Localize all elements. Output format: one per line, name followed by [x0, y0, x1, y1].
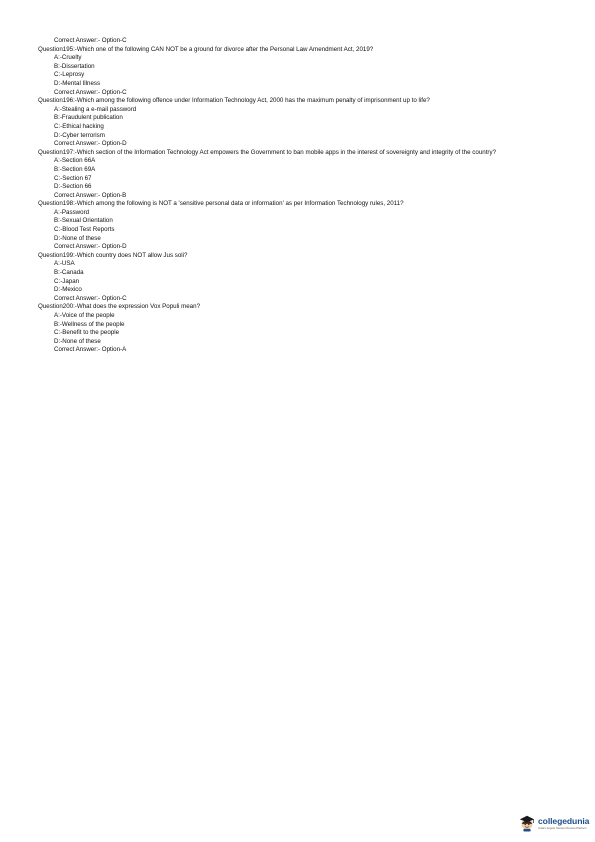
answer-option: D:-None of these [54, 337, 101, 345]
logo-tagline: India's largest Student Review Platform [538, 825, 587, 830]
answer-option: B:-Wellness of the people [54, 320, 125, 328]
correct-answer: Correct Answer:- Option-D [54, 140, 127, 148]
answer-option: C:-Section 67 [54, 174, 92, 182]
answer-option: A:-Password [54, 208, 90, 216]
correct-answer: Correct Answer:- Option-C [54, 294, 127, 302]
question-text: Question197:-Which section of the Information Technology Act empowers the Government to ban mobile apps in the interest of sovereignty and integrity of the country? [38, 148, 497, 156]
collegedunia-logo [518, 814, 589, 832]
answer-option: C:-Blood Test Reports [54, 226, 115, 234]
answer-option: D:-Section 66 [54, 183, 92, 191]
answer-option: D:-None of these [54, 234, 101, 242]
answer-option: A:-USA [54, 260, 75, 268]
question-text: Question195:-Which one of the following CAN NOT be a ground for divorce after the Personal Law Amendment Act, 2019? [38, 45, 374, 53]
question-text: Question200:-What does the expression Vox Populi mean? [38, 303, 201, 311]
answer-option: B:-Section 69A [54, 165, 96, 173]
question-text: Question198:-Which among the following is NOT a 'sensitive personal data or information' as per Information Technology rules, 2011? [38, 200, 404, 208]
question-text: Question196:-Which among the following offence under Information Technology Act, 2000 has the maximum penalty of imprisonment up to life? [38, 97, 430, 105]
answer-option: A:-Stealing a e-mail password [54, 105, 137, 113]
answer-option: A:-Cruelty [54, 54, 82, 62]
graduate-mascot-icon [518, 814, 536, 832]
answer-option: D:-Mental Illness [54, 79, 101, 87]
correct-answer: Correct Answer:- Option-B [54, 191, 127, 199]
correct-answer: Correct Answer:- Option-A [54, 346, 127, 354]
answer-option: C:-Benefit to the people [54, 329, 120, 337]
question-list [38, 37, 578, 355]
answer-option: B:-Dissertation [54, 62, 95, 70]
answer-option: B:-Sexual Orientation [54, 217, 113, 225]
question-text: Question199:-Which country does NOT allow Jus soli? [38, 251, 188, 259]
answer-option: D:-Cyber terrorism [54, 131, 105, 139]
answer-option: A:-Section 66A [54, 157, 96, 165]
answer-option: C:-Leprosy [54, 71, 85, 79]
answer-option: B:-Canada [54, 269, 84, 277]
correct-answer: Correct Answer:- Option-D [54, 243, 127, 251]
correct-answer: Correct Answer:- Option-C [54, 37, 127, 44]
answer-option: B:-Fraudulent publication [54, 114, 123, 122]
correct-answer: Correct Answer:- Option-C [54, 88, 127, 96]
logo-name: collegedunia [538, 815, 590, 826]
answer-option: D:-Mexico [54, 286, 82, 294]
answer-option: C:-Japan [54, 277, 80, 285]
answer-option: C:-Ethical hacking [54, 122, 104, 130]
logo-text [538, 817, 589, 830]
answer-option: A:-Voice of the people [54, 312, 115, 319]
